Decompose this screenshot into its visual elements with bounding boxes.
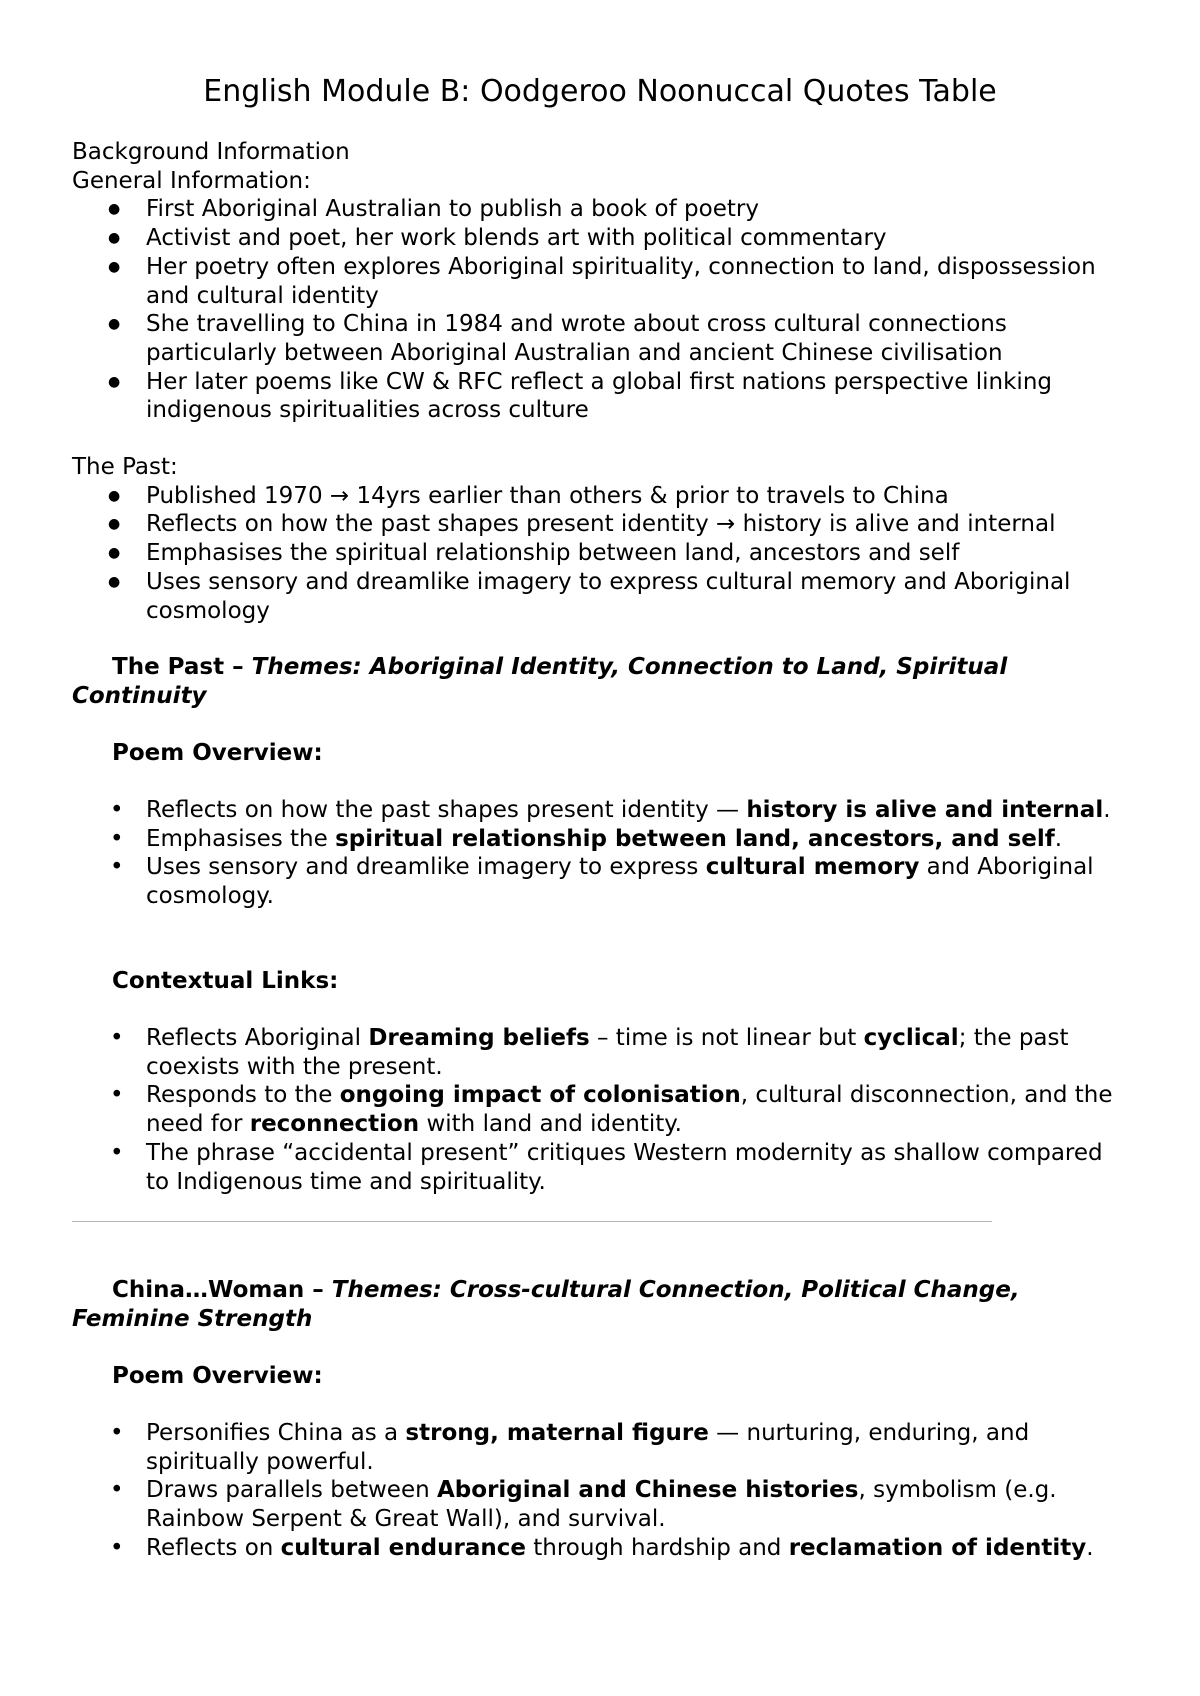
list-item: • Reflects Aboriginal Dreaming beliefs – time is not linear but cyclical; the past coexists with the present. [72, 1024, 1132, 1081]
list-item: ● Her later poems like CW & RFC reflect a global first nations perspective linking indigenous spiritualities across culture [72, 368, 1132, 425]
past-notes-section [72, 453, 1132, 625]
general-info-list [72, 195, 1132, 425]
past-context-section [72, 1024, 1132, 1196]
list-item: ● Reflects on how the past shapes present identity → history is alive and internal [72, 510, 1132, 539]
past-notes-heading: The Past: [72, 454, 178, 480]
past-overview-section [72, 796, 1132, 911]
list-item: • Personifies China as a strong, maternal figure — nurturing, enduring, and spiritually powerful. [72, 1419, 1132, 1476]
past-section-title: The Past – [112, 654, 252, 680]
china-section-heading [72, 1276, 1132, 1333]
list-item: • Emphasises the spiritual relationship between land, ancestors, and self. [72, 825, 1132, 854]
past-context-heading: Contextual Links: [112, 968, 339, 994]
list-item: • Uses sensory and dreamlike imagery to express cultural memory and Aboriginal cosmology. [72, 853, 1132, 910]
china-overview-section [72, 1419, 1132, 1563]
list-item: ● Published 1970 → 14yrs earlier than others & prior to travels to China [72, 482, 1132, 511]
background-section [72, 138, 1132, 425]
horizontal-divider [72, 1221, 992, 1222]
general-info-heading: General Information: [72, 167, 311, 194]
list-item: • Reflects on cultural endurance through hardship and reclamation of identity. [72, 1534, 1132, 1563]
past-section-heading [72, 653, 1132, 710]
document-title: English Module B: Oodgeroo Noonuccal Quotes Table [203, 74, 997, 109]
list-item: • Draws parallels between Aboriginal and Chinese histories, symbolism (e.g. Rainbow Serpent & Great Wall), and survival. [72, 1476, 1132, 1533]
list-item: • Responds to the ongoing impact of colonisation, cultural disconnection, and the need for reconnection with land and identity. [72, 1081, 1132, 1138]
past-overview-list [72, 796, 1132, 911]
past-notes-list [72, 482, 1132, 626]
list-item: ● She travelling to China in 1984 and wrote about cross cultural connections particularly between Aboriginal Australian and ancient Chinese civilisation [72, 310, 1132, 367]
list-item: ● Emphasises the spiritual relationship between land, ancestors and self [72, 539, 1132, 568]
list-item: ● Her poetry often explores Aboriginal spirituality, connection to land, dispossession and cultural identity [72, 253, 1132, 310]
china-overview-heading: Poem Overview: [112, 1363, 323, 1389]
past-context-list [72, 1024, 1132, 1196]
china-overview-list [72, 1419, 1132, 1563]
china-section-title: China…Woman – [112, 1277, 332, 1303]
china-section-themes: Themes: Cross-cultural Connection, Political Change, Feminine Strength [72, 1277, 1020, 1332]
background-heading: Background Information [72, 139, 350, 165]
list-item: • Reflects on how the past shapes present identity — history is alive and internal. [72, 796, 1132, 825]
list-item: ● First Aboriginal Australian to publish a book of poetry [72, 195, 1132, 224]
list-item: ● Uses sensory and dreamlike imagery to express cultural memory and Aboriginal cosmology [72, 568, 1132, 625]
past-overview-heading: Poem Overview: [112, 740, 323, 766]
list-item: ● Activist and poet, her work blends art with political commentary [72, 224, 1132, 253]
list-item: • The phrase “accidental present” critiques Western modernity as shallow compared to Indigenous time and spirituality. [72, 1139, 1132, 1196]
past-section-themes: Themes: Aboriginal Identity, Connection to Land, Spiritual Continuity [72, 654, 1008, 709]
